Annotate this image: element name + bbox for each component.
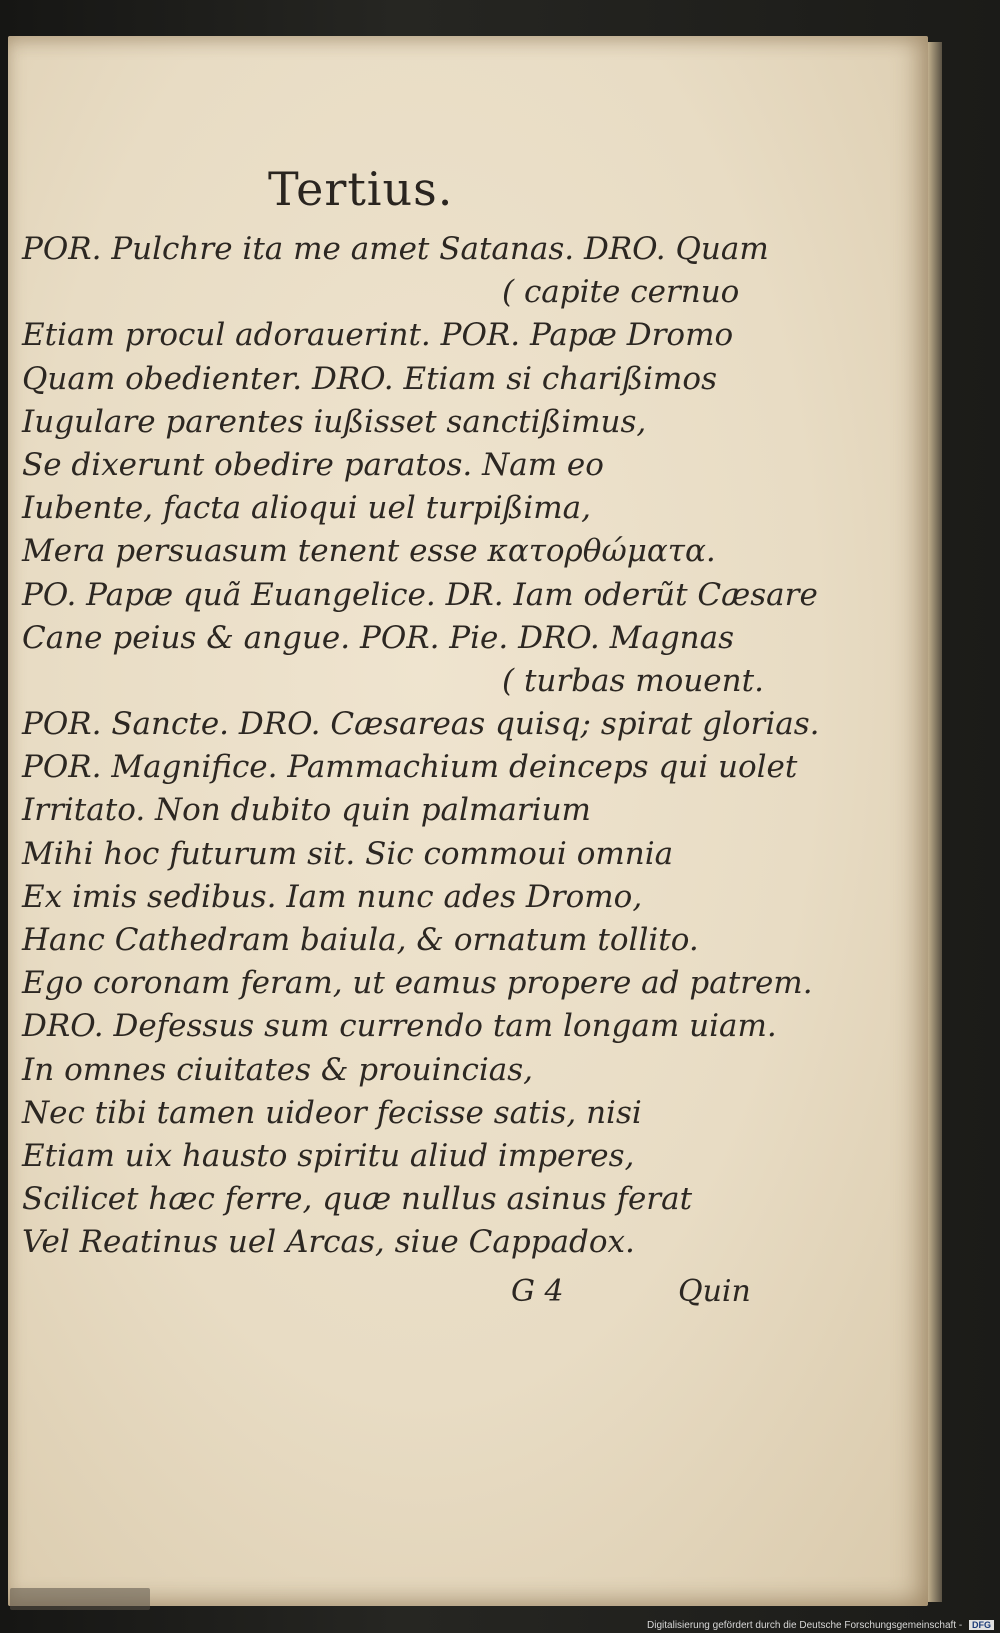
signature-mark: G 4 xyxy=(511,1274,564,1309)
text-line: Irritato. Non dubito quin palmarium xyxy=(22,792,591,829)
text-line: Iugulare parentes iußisset sanctißimus, xyxy=(22,403,647,440)
text-line: Nec tibi tamen uideor fecisse satis, nisi xyxy=(22,1094,642,1131)
text-line: Ex imis sedibus. Iam nunc ades Dromo, xyxy=(22,878,643,915)
library-stamp xyxy=(10,1588,150,1610)
text-line: Mihi hoc futurum sit. Sic commoui omnia xyxy=(22,835,674,872)
dfg-logo: DFG xyxy=(969,1620,994,1630)
text-line: ( capite cernuo xyxy=(502,274,740,311)
text-line: Vel Reatinus uel Arcas, siue Cappadox. xyxy=(22,1224,635,1261)
text-line: Etiam procul adorauerint. POR. Papæ Dromo xyxy=(22,317,734,354)
running-head: Tertius. xyxy=(268,162,454,216)
digitization-credit xyxy=(647,1620,994,1631)
text-line: Mera persuasum tenent esse κατορθώματα. xyxy=(22,533,716,570)
text-line: Cane peius & angue. POR. Pie. DRO. Magnas xyxy=(22,619,735,656)
credit-text: Digitalisierung gefördert durch die Deutsche Forschungsgemeinschaft - xyxy=(647,1620,963,1631)
text-line: POR. Magnifice. Pammachium deinceps qui uolet xyxy=(22,749,798,786)
text-line: Iubente, facta alioqui uel turpißima, xyxy=(22,490,591,527)
text-line: Quam obedienter. DRO. Etiam si charißimos xyxy=(22,360,718,397)
text-line: PO. Papæ quã Euangelice. DR. Iam oderũt Cæsare xyxy=(22,576,818,613)
text-line: Se dixerunt obedire paratos. Nam eo xyxy=(22,446,604,483)
text-line: DRO. Defessus sum currendo tam longam uiam. xyxy=(22,1008,777,1045)
text-line: Etiam uix hausto spiritu aliud imperes, xyxy=(22,1137,635,1174)
text-line: Scilicet hæc ferre, quæ nullus asinus ferat xyxy=(22,1181,693,1218)
text-line: POR. Sancte. DRO. Cæsareas quisq; spirat glorias. xyxy=(22,706,820,743)
book-page xyxy=(8,36,928,1606)
text-line: POR. Pulchre ita me amet Satanas. DRO. Quam xyxy=(22,231,769,267)
text-line: Ego coronam feram, ut eamus propere ad patrem. xyxy=(22,965,813,1002)
text-line: In omnes ciuitates & prouincias, xyxy=(22,1051,534,1088)
text-line: ( turbas mouent. xyxy=(502,662,764,699)
verse-text-block xyxy=(22,228,820,1265)
text-line: Hanc Cathedram baiula, & ornatum tollito. xyxy=(22,922,699,958)
page-edge xyxy=(928,42,942,1602)
catchword: Quin xyxy=(678,1274,751,1309)
